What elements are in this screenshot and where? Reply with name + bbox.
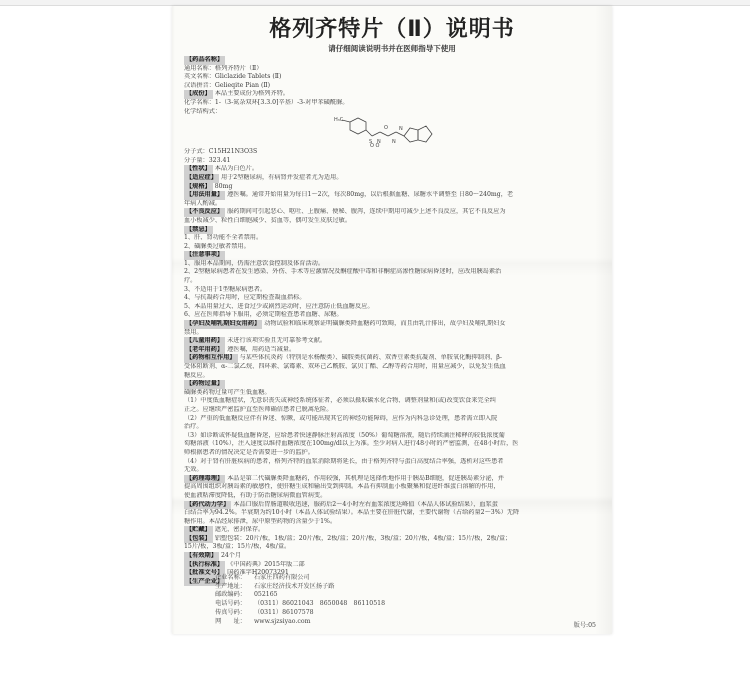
pharmacology-text: 本品是第二代磺脲类降血糖药，作用较强，其机理是选择性地作用于胰岛B细胞，促进胰岛素分泌，并	[227, 474, 504, 482]
contraindication-item: 2、磺脲类过敏者禁用。	[184, 242, 250, 250]
adverse-text: 血小板减少、粒性白细胞减少、贫血等，偶可发生皮肤过敏。	[184, 216, 352, 224]
section-contraindications	[184, 226, 602, 252]
section-overdose	[184, 380, 602, 475]
section-indications	[184, 174, 602, 183]
manufacturer-value: 石家庄经济技术开发区扬子路	[254, 582, 335, 590]
section-interactions	[184, 354, 602, 380]
manufacturer-key: 企业名称：	[215, 574, 246, 581]
section-header: 【药理毒理】	[186, 474, 224, 482]
manufacturer-row	[202, 609, 385, 618]
validity-text: 24个月	[220, 552, 242, 560]
section-validity	[184, 552, 602, 561]
manufacturer-value: www.sjzsiyao.com	[254, 617, 311, 625]
section-header: 【药品名称】	[186, 56, 224, 63]
overdose-item: 师根据患者的情况决定是否需要进一步的监护。	[184, 448, 314, 456]
svg-text:S: S	[369, 139, 373, 146]
section-children	[184, 337, 602, 346]
svg-text:O: O	[384, 125, 388, 132]
manufacturer-value: 052165	[254, 591, 278, 599]
manufacturer-row	[202, 618, 385, 627]
section-header: 【孕妇及哺乳期妇女用药】	[186, 320, 261, 328]
ingredients-text: 本品主要成份为格列齐特。	[214, 90, 289, 98]
manufacturer-row	[202, 574, 385, 583]
adverse-text: 服药期间可引起恶心、呕吐、上腹痛、便秘、腹泻，连续中期用可减少上述不良反应，其它不良反应为	[227, 208, 506, 216]
contraindication-item: 1、肝、肾功能不全者禁用。	[184, 234, 263, 242]
pharmacology-text: 提高周围组织对胰岛素的敏感性，使肝糖生成和输出受到抑制。本品有抑制血小板聚集和促进纤维蛋白溶解的作用，	[184, 483, 500, 491]
children-text: 未进行该项实验且无可靠参考文献。	[227, 337, 327, 345]
section-pharmacokinetics	[184, 501, 602, 527]
structure-label: 化学结构式：	[184, 107, 222, 115]
section-pharmacology	[184, 475, 602, 501]
svg-text:N: N	[399, 126, 403, 133]
chemical-name: 化学名称：1-（3-氮杂双环[3.3.0]辛基）-3-对甲苯磺酰脲。	[184, 98, 349, 106]
manufacturer-row	[202, 600, 385, 609]
overdose-item: （2）严重的低血糖反应伴有昏迷、惊厥，或可能出现其它的神经功能障碍，应作为内科急诊处理，患者需立即入院	[184, 414, 498, 422]
section-pregnancy	[184, 320, 602, 337]
character-text: 本品为白色片。	[214, 165, 259, 173]
pharmacology-text: 使血液粘滞度降低，有助于防治糖尿病微血管病变。	[184, 491, 327, 499]
precaution-item: 1、服用本品期间，仍需注意饮食控制及体育活动。	[184, 259, 325, 267]
molecular-weight: 分子量：323.41	[184, 156, 231, 164]
section-header: 【包装】	[186, 534, 211, 542]
pinyin-name: 汉语拼音：Gelieqite Pian (Ⅱ)	[184, 81, 271, 89]
section-header: 【规格】	[186, 182, 211, 190]
overdose-item: 磺脲类药物过量可产生低血糖。	[184, 388, 271, 396]
overdose-item: 治疗。	[184, 423, 203, 431]
section-standard	[184, 561, 602, 570]
gliclazide-structure-diagram	[332, 116, 452, 148]
manufacturer-key: 邮政编码：	[215, 591, 246, 599]
svg-text:N: N	[392, 139, 396, 146]
dosage-text: 遵医嘱。通常开始用量为每日1～2次，每次80mg，以后根据血糖、尿糖水平调整至 日80～240mg，老	[227, 191, 514, 199]
pregnancy-text: 动物试验和临床观察证明磺脲类降血糖药可致畸，而且由乳汁排出，故孕妇及哺乳期妇女	[264, 320, 506, 328]
strength-text: 80mg	[214, 182, 233, 190]
precaution-item: 疗。	[184, 277, 197, 285]
manufacturer-key: 网 址：	[215, 617, 246, 625]
section-header: 【注意事项】	[186, 251, 224, 259]
manufacturer-value: （0311）86107578	[254, 608, 314, 616]
interactions-text: 受体阻断剂、α-二氯乙烷、四环素、氯霉素、双环己乙酰胺、氯贝丁酯、乙醇等药合用时，用量应减少，以免发生低血	[184, 363, 506, 370]
section-elderly	[184, 346, 602, 355]
section-header: 【贮藏】	[186, 526, 211, 534]
section-header: 【药代动力学】	[186, 500, 230, 508]
section-header: 【批准文号】	[186, 569, 224, 577]
interactions-text: 糖反应。	[184, 371, 209, 379]
section-drug-name	[184, 56, 602, 90]
section-storage	[184, 526, 602, 535]
manufacturer-key: 电话号码：	[215, 600, 246, 608]
document-title: 格列齐特片（Ⅱ）说明书	[269, 17, 515, 42]
manufacturer-block	[202, 574, 385, 626]
manufacturer-key: 生产地址：	[215, 582, 246, 590]
english-name: 英文名称：Gliclazide Tablets (Ⅱ)	[184, 73, 282, 81]
section-header: 【性状】	[186, 165, 211, 173]
interactions-text: 与某些体抗炎药（特别是水杨酸类）、磺胺类抗菌药、双香豆素类抗凝剂、单胺氧化酶抑制剂、β-	[239, 354, 502, 362]
section-dosage	[184, 191, 602, 208]
storage-text: 遮光，密封保存。	[214, 526, 265, 534]
section-header: 【老年用药】	[186, 345, 224, 353]
section-header: 【有效期】	[186, 552, 217, 560]
svg-text:N: N	[377, 139, 381, 146]
standard-text: 《中国药典》2015年版二部	[227, 560, 305, 568]
section-header: 【禁忌】	[186, 225, 211, 233]
section-header: 【药物相互作用】	[186, 354, 236, 362]
overdose-item: 无效。	[184, 466, 203, 474]
precaution-item: 6、应在医师指导下服用，必须定期检查患者血糖、尿糖。	[184, 311, 343, 319]
leaflet-body	[184, 56, 602, 586]
section-header: 【儿童用药】	[186, 337, 224, 345]
approval-text: 国药准字H20073291	[227, 569, 289, 577]
section-header: 【成份】	[186, 90, 211, 98]
section-packaging	[184, 535, 602, 552]
section-header: 【执行标准】	[186, 560, 224, 568]
overdose-item: 正之。应继续严密监护直至医师确信患者已脱离危险。	[184, 405, 333, 413]
section-adverse-reactions	[184, 208, 602, 225]
pharmacokinetics-text: 本品口服后胃肠道吸收迅速，服药后2～4小时左右血浆浓度达峰值（本品人体试验结果），血浆蛋	[233, 500, 498, 508]
section-precautions	[184, 251, 602, 320]
molecular-formula: 分子式：C15H21N3O3S	[184, 148, 258, 156]
overdose-item: （4）对于肾有肝脏疾病的患者，格列齐特的血浆消除期将延长，由于格列齐特与蛋白高度结合率强，透析对这些患者	[184, 457, 504, 465]
precaution-item: 5、本品用量过大、进食过少或剧烈运动时，应注意防止低血糖反应。	[184, 302, 374, 310]
precaution-item: 2、2型糖尿病患者在发生感染、外伤、手术等应激情况及酮症酸中毒和非酮症高渗性糖尿病昏迷时，应改用胰岛素治	[184, 268, 502, 276]
section-header: 【适应症】	[186, 173, 217, 181]
section-character	[184, 165, 602, 174]
section-header: 【不良反应】	[186, 208, 224, 216]
section-header: 【用法用量】	[186, 191, 224, 199]
manufacturer-key: 传真号码：	[215, 608, 246, 616]
dosage-text: 年病人酌减。	[184, 199, 222, 207]
packaging-text: 铝塑包装：20片/板，1板/盒；20片/板，2板/盒；20片/板，3板/盒；20片/板，4板/盒；15片/板，2板/盒；	[214, 534, 512, 542]
section-ingredients	[184, 90, 602, 165]
document-subtitle: 请仔细阅读说明书并在医师指导下使用	[328, 44, 456, 53]
pregnancy-text: 禁用。	[184, 328, 203, 336]
generic-name: 通用名称：格列齐特片（Ⅱ）	[184, 64, 263, 72]
svg-text:H₃C: H₃C	[334, 117, 344, 124]
overdose-item: （1）中度低血糖症状，无意识丧失或神经系统体征者，必须以摄取碳水化合物、调整剂量和(或)改变饮食来完全纠	[184, 397, 496, 405]
precaution-item: 3、不适用于1型糖尿病患者。	[184, 285, 267, 293]
elderly-text: 遵医嘱，用药适当减量。	[227, 345, 296, 353]
pharmacokinetics-text: 糖作用。本品经尿排泄，尿中原型药物的含量少于1%。	[184, 517, 337, 525]
leaflet-sheet	[172, 6, 612, 634]
overdose-item: （3）如诊断或怀疑低血糖昏迷，应给患者快速静脉注射高浓度（50%）葡萄糖溶液，随后持续滴注稀释的较低浓度葡	[184, 431, 505, 439]
manufacturer-value: 石家庄四药有限公司	[254, 574, 310, 581]
section-header: 【药物过量】	[186, 380, 224, 388]
section-strength	[184, 183, 602, 192]
packaging-text: 15片/板，3板/盒；15片/板，4板/盒。	[184, 543, 291, 551]
manufacturer-value: （0311）86021043 8650048 86110518	[254, 600, 386, 608]
version-number: 版号:05	[573, 622, 596, 629]
precaution-item: 4、与抗凝药合用时，应定期检查凝血指标。	[184, 294, 306, 302]
overdose-item: 萄糖溶液（10%），注入速度以维持血糖浓度在100mg/dl以上为准。至少对病人进行48小时的严密监测，在48小时后，医	[184, 440, 519, 448]
svg-text:O O: O O	[370, 143, 380, 149]
indications-text: 用于2型糖尿病，有病肾并发症者尤为适用。	[220, 173, 343, 181]
manufacturer-row	[202, 591, 385, 600]
section-header: 【生产企业】	[186, 577, 224, 585]
chemical-structure-figure	[184, 116, 602, 148]
pharmacokinetics-text: 白结合率为94.2%。半衰期为约10小时（本品人体试验结果）。本品主要在肝脏代谢，主要代谢物（占给药量2～3%）无降	[184, 509, 520, 517]
